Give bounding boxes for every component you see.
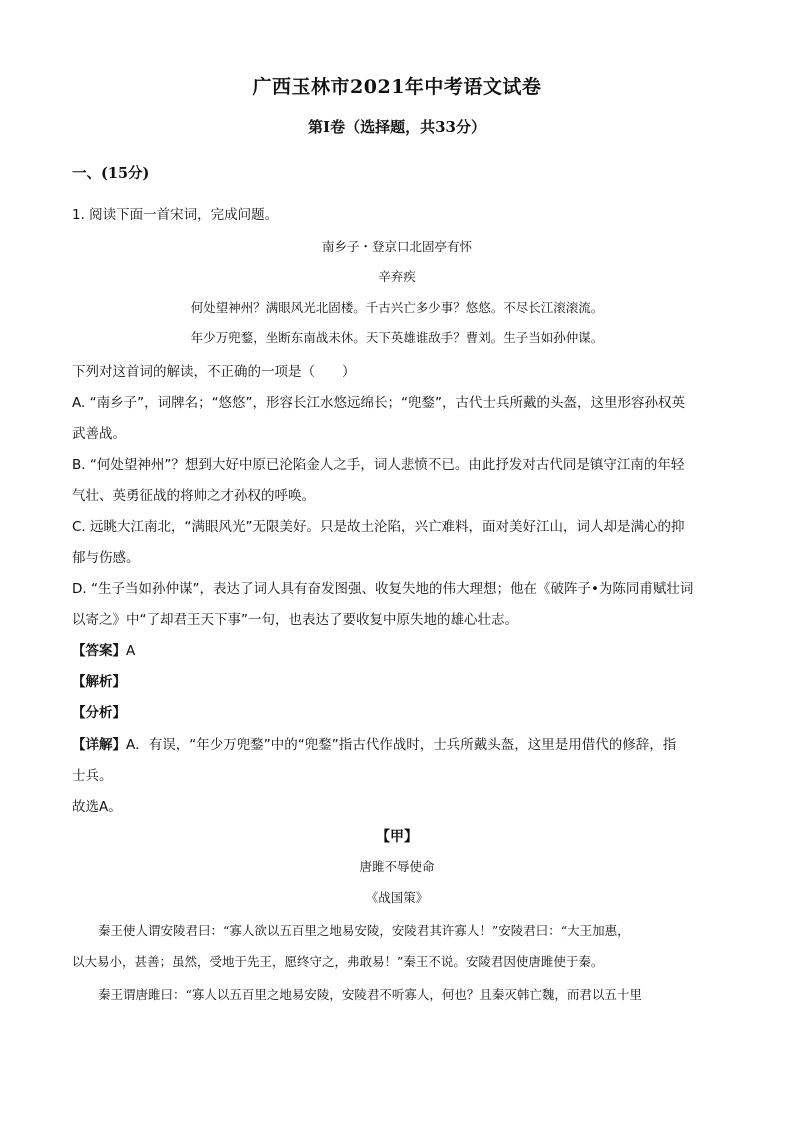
passage-source: 《战国策》 xyxy=(365,890,429,905)
answer-value: A xyxy=(126,643,136,659)
analysis-label: 【解析】 xyxy=(72,674,126,690)
poem-author: 辛弃疾 xyxy=(378,269,416,284)
option-c-line-1: C. 远眺大江南北，“满眼风光”无限美好。只是故土沦陷，兴亡难料，面对美好江山，词人却是满心的抑 xyxy=(72,519,685,535)
option-c-line-2: 郁与伤感。 xyxy=(72,550,140,566)
option-d-line-2: 以寄之》中“了却君王天下事”一句，也表达了要收复中原失地的雄心壮志。 xyxy=(72,612,518,628)
option-a-line-1: A. “南乡子”，词牌名；“悠悠”，形容长江水悠远绵长；“兜鍪”，古代士兵所戴的头盔，这里形容孙权英 xyxy=(72,395,686,411)
answer-label: 【答案】 xyxy=(72,643,126,659)
option-a-line-2: 武善战。 xyxy=(72,426,126,442)
detail-line-1 xyxy=(72,733,676,753)
passage-p1-line-1: 秦王使人谓安陵君曰：“寡人欲以五百里之地易安陵，安陵君其许寡人！”安陵君曰：“大王加惠， xyxy=(98,923,630,938)
fenxi-label: 【分析】 xyxy=(72,705,126,721)
poem-line-1: 何处望神州？满眼风光北固楼。千古兴亡多少事？悠悠。不尽长江滚滚流。 xyxy=(190,300,604,315)
question-stem: 下列对这首词的解读，不正确的一项是（ ） xyxy=(72,364,356,380)
question-prompt: 1. 阅读下面一首宋词，完成问题。 xyxy=(72,207,279,223)
exam-subtitle: 第I卷（选择题，共33分） xyxy=(308,118,486,136)
option-d-line-1: D. “生子当如孙仲谋”，表达了词人具有奋发图强、收复失地的伟大理想；他在《破阵子•为陈同甫赋壮词 xyxy=(72,581,694,597)
answer-row xyxy=(72,639,135,659)
option-b-line-1: B. “何处望神州”？想到大好中原已沦陷金人之手，词人悲愤不已。由此抒发对古代同是镇守江南的年轻 xyxy=(72,457,685,473)
passage-p1-line-2: 以大易小，甚善；虽然，受地于先王，愿终守之，弗敢易！”秦王不说。安陵君因使唐雎使于秦。 xyxy=(72,954,604,969)
exam-title: 广西玉林市2021年中考语文试卷 xyxy=(252,76,542,98)
passage-p2-line-1: 秦王谓唐雎曰：“寡人以五百里之地易安陵，安陵君不听寡人，何也？且秦灭韩亡魏，而君以五十里 xyxy=(98,987,642,1002)
conclusion: 故选A。 xyxy=(72,799,122,815)
passage-title: 唐雎不辱使命 xyxy=(359,859,435,874)
detail-label: 【详解】 xyxy=(72,737,126,753)
detail-text: A．有误，“年少万兜鍪”中的“兜鍪”指古代作战时，士兵所戴头盔，这里是用借代的修辞，指 xyxy=(126,737,677,753)
poem-title: 南乡子・登京口北固亭有怀 xyxy=(321,239,472,254)
passage-label: 【甲】 xyxy=(376,829,418,845)
detail-line-2: 士兵。 xyxy=(72,768,113,784)
poem-line-2: 年少万兜鍪，坐断东南战未休。天下英雄谁敌手？曹刘。生子当如孙仲谋。 xyxy=(190,330,604,345)
section-heading: 一、(15分) xyxy=(72,165,150,182)
option-b-line-2: 气壮、英勇征战的将帅之才孙权的呼唤。 xyxy=(72,488,315,504)
